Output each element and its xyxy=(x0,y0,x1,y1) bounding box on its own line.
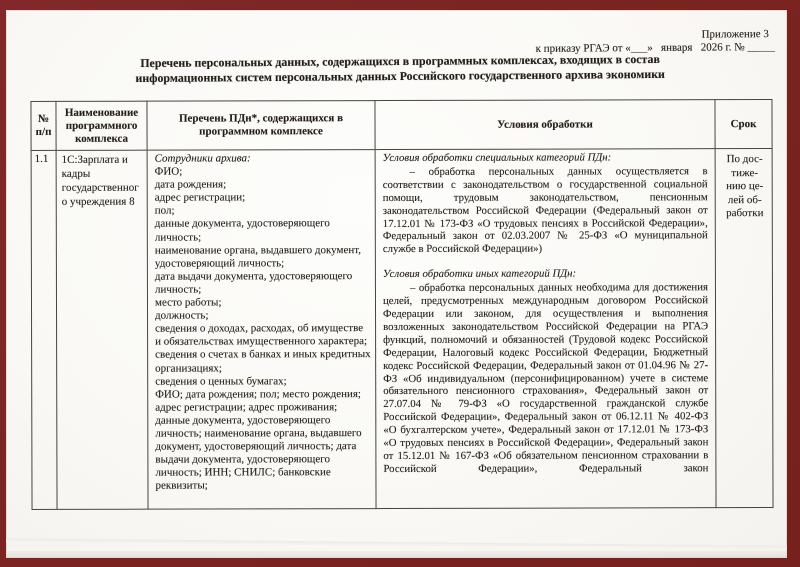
pdn-item: ФИО; xyxy=(154,165,183,178)
header-cell-processing-conditions: Условия обработки xyxy=(375,100,715,150)
page-bottom-shadow xyxy=(6,551,787,558)
term-cell xyxy=(716,149,772,221)
row-number-cell: 1.1 xyxy=(34,152,49,165)
pdn-list-cell xyxy=(148,150,376,493)
header-cell-pdn-list: Перечень ПДн*, содержащихся в программном комплексе xyxy=(147,101,375,151)
pdn-item: пол; xyxy=(154,204,175,218)
header-cell-number: № п/п xyxy=(31,101,56,150)
pdn-table xyxy=(30,99,773,510)
condition-text-special: – обработка персональных данных осуществляется в соответствии с законодательством о государственной социальной помощи, трудовым законодательством, пенсионным законодательством Российской Федерации (Федеральный закон от 17.12.01 № 173-ФЗ «О трудовых пенсиях в Российской Федерации», Федеральный закон от 02.03.2007 № 25-ФЗ «О муниципальной службе в Российской Федерации») xyxy=(382,165,708,256)
pdn-item: наименование органа, выдавшего документ, удостоверяющий личность; xyxy=(154,243,361,270)
processing-conditions-cell xyxy=(376,149,716,476)
condition-block-special xyxy=(383,151,708,256)
condition-text-other: – обработка персональных данных необходима для достижения целей, предусмотренных международным договором Российской Федерации или законом, для осуществления и выполнения возложенных законодательством Российской Федерации на РГАЭ функций, полномочий и обязанностей (Трудовой кодекс Российской Федерации, Налоговый кодекс Российской Федерации, Бюджетный кодекс Российской Федерации, Федеральный закон от 01.04.96 № 27-ФЗ «Об индивидуальном (персонифицированном) учете в системе обязательного пенсионного страхования», Федеральный закон от 27.07.04 № 79-ФЗ «О государственной гражданской службе Российской Федерации», Федеральный закон от 06.12.11 № 402-ФЗ «О бухгалтерском учете», Федеральный закон от 17.12.01 № 173-ФЗ «О трудовых пенсиях в Российской Федерации», Федеральный закон от 15.12.01 № 167-ФЗ «Об обязательном пенсионном страховании в Российской Федерации», Федеральный закон xyxy=(382,281,709,475)
header-cell-program-complex: Наименование программного комплекса xyxy=(56,101,147,150)
term-line: работки xyxy=(726,207,764,220)
page-title: Перечень персональных данных, содержащихся в программных комплексах, входящих в состав информационных систем персональных данных Российского государственного архива экономики xyxy=(135,51,665,86)
pdn-item: адрес регистрации; xyxy=(154,191,246,204)
pdn-item: данные документа, удостоверяющего личность; xyxy=(154,217,330,244)
pdn-item: должность; xyxy=(155,309,209,322)
term-line: нию це- xyxy=(726,180,764,193)
pdn-group-title: Сотрудники архива: xyxy=(154,152,251,165)
term-line: лей об- xyxy=(727,193,762,206)
pdn-item: ФИО; дата рождения; пол; место рождения; адрес регистрации; адрес проживания; данные документа, удостоверяющего личность; наименование органа, выдавшего документ, удостоверяющий личность; дата выдачи документа, удостоверяющего личность; ИНН; СНИЛС; банковские реквизиты; xyxy=(155,387,362,492)
term-line: По дос- xyxy=(726,153,763,166)
term-line: тиже- xyxy=(731,166,759,179)
pdn-item: место работы; xyxy=(154,296,222,309)
document-page xyxy=(6,10,787,558)
pdn-item: сведения о доходах, расходах, об имуществе и обязательствах имущественного характера; xyxy=(155,322,368,348)
pdn-item: дата рождения; xyxy=(154,178,227,191)
table-header-row xyxy=(31,100,772,151)
order-reference: к приказу РГАЭ от «___» января 2026 г. № _____ xyxy=(535,41,776,55)
document-header xyxy=(6,7,788,93)
condition-heading-special: Условия обработки специальных категорий ПДн: xyxy=(382,151,612,165)
pdn-item: сведения о ценных бумагах; xyxy=(155,374,287,388)
table-row xyxy=(31,149,773,510)
condition-block-other xyxy=(383,267,709,475)
pdn-item: сведения о счетах в банках и иных кредитных организациях; xyxy=(155,348,371,375)
appendix-label: Приложение 3 xyxy=(701,28,769,41)
pdn-item: дата выдачи документа, удостоверяющего личность; xyxy=(154,269,353,296)
program-complex-cell: 1С:Зарплата и кадры государственного учреждения 8 xyxy=(61,153,139,208)
condition-heading-other: Условия обработки иных категорий ПДн: xyxy=(382,267,577,281)
header-cell-term: Срок xyxy=(715,100,772,149)
